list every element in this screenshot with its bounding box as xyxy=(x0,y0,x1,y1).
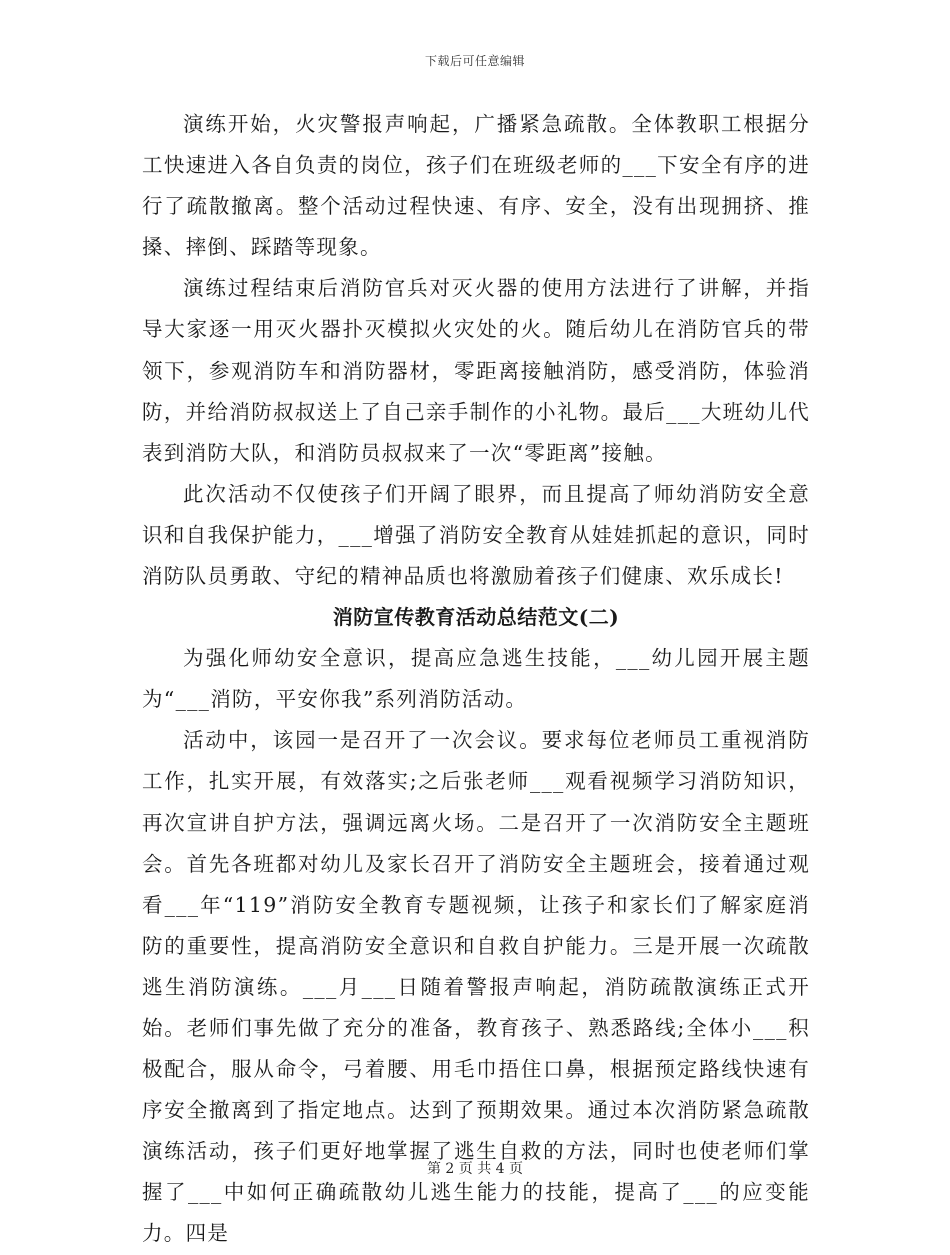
paragraph-theme-intro: 为强化师幼安全意识，提高应急逃生技能，___幼儿园开展主题为“___消防，平安你我”系列消防活动。 xyxy=(142,646,810,712)
page-number: 第 2 页 共 4 页 xyxy=(426,1161,524,1177)
paragraph-drill-start: 演练开始，火灾警报声响起，广播紧急疏散。全体教职工根据分工快速进入各自负责的岗位，孩子们在班级老师的___下安全有序的进行了疏散撤离。整个活动过程快速、有序、安全，没有出现拥挤、推搡、摔倒、踩踏等现象。 xyxy=(142,112,810,260)
paragraph-extinguisher-demo: 演练过程结束后消防官兵对灭火器的使用方法进行了讲解，并指导大家逐一用灭火器扑灭模拟火灾处的火。随后幼儿在消防官兵的带领下，参观消防车和消防器材，零距离接触消防，感受消防，体验消防，并给消防叔叔送上了自己亲手制作的小礼物。最后___大班幼儿代表到消防大队，和消防员叔叔来了一次“零距离”接触。 xyxy=(142,276,810,465)
paragraph-activity-summary: 此次活动不仅使孩子们开阔了眼界，而且提高了师幼消防安全意识和自我保护能力，___增强了消防安全教育从娃娃抓起的意识，同时消防队员勇敢、守纪的精神品质也将激励着孩子们健康、欢乐成长! xyxy=(142,481,810,589)
page-header-note: 下载后可任意编辑 xyxy=(424,54,525,68)
paragraph-activity-details: 活动中，该园一是召开了一次会议。要求每位老师员工重视消防工作，扎实开展，有效落实;之后张老师___观看视频学习消防知识，再次宣讲自护方法，强调远离火场。二是召开了一次消防安全主题班会。首先各班都对幼儿及家长召开了消防安全主题班会，接着通过观看___年“119”消防安全教育专题视频，让孩子和家长们了解家庭消防的重要性，提高消防安全意识和自救自护能力。三是开展一次疏散逃生消防演练。___月___日随着警报声响起，消防疏散演练正式开始。老师们事先做了充分的准备，教育孩子、熟悉路线;全体小___积极配合，服从命令，弓着腰、用毛巾捂住口鼻，根据预定路线快速有序安全撤离到了指定地点。达到了预期效果。通过本次消防紧急疏散演练活动，孩子们更好地掌握了逃生自救的方法，同时也使老师们掌握了___中如何正确疏散幼儿逃生能力的技能，提高了___的应变能力。四是 xyxy=(142,728,810,1246)
document-body xyxy=(142,104,810,1255)
section-title: 消防宣传教育活动总结范文(二) xyxy=(332,605,620,630)
